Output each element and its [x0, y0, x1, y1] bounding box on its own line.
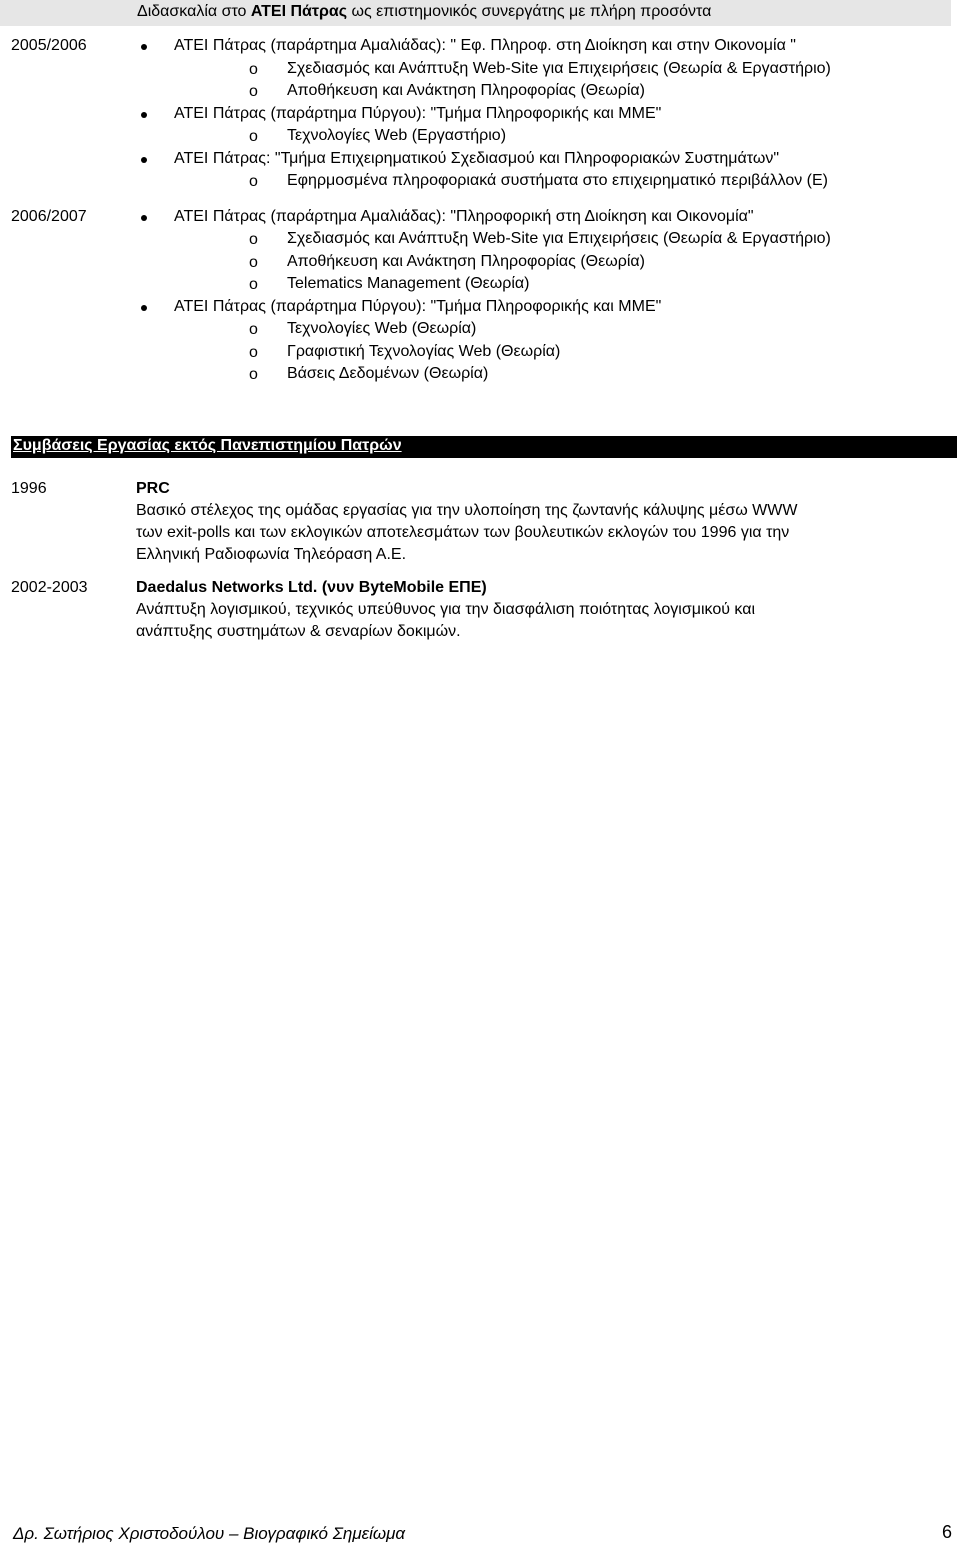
bullet-icon — [141, 44, 147, 50]
sub-bullet-icon: o — [249, 254, 258, 271]
course-item: Τεχνολογίες Web (Εργαστήριο) — [287, 127, 507, 144]
contract-description-line: Βασικό στέλεχος της ομάδας εργασίας για την υλοποίηση της ζωντανής κάλυψης μέσω WWW — [136, 502, 798, 519]
page-header — [137, 3, 711, 21]
course-item: Αποθήκευση και Ανάκτηση Πληροφορίας (Θεωρία) — [287, 253, 645, 270]
contract-description-line: Ελληνική Ραδιοφωνία Τηλεόραση Α.Ε. — [136, 546, 407, 563]
course-item: Σχεδιασμός και Ανάπτυξη Web-Site για Επιχειρήσεις (Θεωρία & Εργαστήριο) — [287, 60, 831, 77]
course-institution: ΑΤΕΙ Πάτρας (παράρτημα Πύργου): "Τμήμα Πληροφορικής και ΜΜΕ" — [174, 298, 662, 315]
section-title: Συμβάσεις Εργασίας εκτός Πανεπιστημίου Πατρών — [13, 437, 402, 454]
course-institution: ΑΤΕΙ Πάτρας (παράρτημα Πύργου): "Τμήμα Πληροφορικής και ΜΜΕ" — [174, 105, 662, 122]
footer-title: Δρ. Σωτήριος Χριστοδούλου – Βιογραφικό Σημείωμα — [13, 1524, 406, 1543]
sub-bullet-icon: o — [249, 321, 258, 338]
sub-bullet-icon: o — [249, 173, 258, 190]
header-bold: ΑΤΕΙ Πάτρας — [250, 3, 348, 20]
sub-bullet-icon: o — [249, 128, 258, 145]
sub-bullet-icon: o — [249, 83, 258, 100]
contract-year: 2002-2003 — [11, 579, 88, 596]
year-label: 2005/2006 — [11, 37, 87, 54]
page-number: 6 — [942, 1522, 953, 1542]
bullet-icon — [141, 215, 147, 221]
header-part2: ως επιστημονικός συνεργάτης με πλήρη προσόντα — [347, 3, 712, 20]
course-item: Αποθήκευση και Ανάκτηση Πληροφορίας (Θεωρία) — [287, 82, 645, 99]
course-item: Εφηρμοσμένα πληροφοριακά συστήματα στο επιχειρηματικό περιβάλλον (Ε) — [287, 172, 829, 189]
header-part1: Διδασκαλία στο — [137, 3, 251, 20]
course-item: Τεχνολογίες Web (Θεωρία) — [287, 320, 477, 337]
course-item: Σχεδιασμός και Ανάπτυξη Web-Site για Επιχειρήσεις (Θεωρία & Εργαστήριο) — [287, 230, 831, 247]
course-institution: ΑΤΕΙ Πάτρας: "Τμήμα Επιχειρηματικού Σχεδιασμού και Πληροφοριακών Συστημάτων" — [174, 150, 780, 167]
contract-employer: Daedalus Networks Ltd. (νυν ByteMobile ΕΠΕ) — [136, 579, 487, 596]
sub-bullet-icon: o — [249, 231, 258, 248]
course-item: Βάσεις Δεδομένων (Θεωρία) — [287, 365, 489, 382]
contract-description-line: Ανάπτυξη λογισμικού, τεχνικός υπεύθυνος για την διασφάλιση ποιότητας λογισμικού και — [136, 601, 756, 618]
contract-employer: PRC — [136, 480, 170, 497]
sub-bullet-icon: o — [249, 344, 258, 361]
year-label: 2006/2007 — [11, 208, 87, 225]
sub-bullet-icon: o — [249, 276, 258, 293]
sub-bullet-icon: o — [249, 61, 258, 78]
course-item: Telematics Management (Θεωρία) — [287, 275, 530, 292]
bullet-icon — [141, 112, 147, 118]
contract-description-line: ανάπτυξης συστημάτων & σεναρίων δοκιμών. — [136, 623, 461, 640]
course-item: Γραφιστική Τεχνολογίας Web (Θεωρία) — [287, 343, 561, 360]
bullet-icon — [141, 305, 147, 311]
bullet-icon — [141, 157, 147, 163]
contract-year: 1996 — [11, 480, 47, 497]
course-institution: ΑΤΕΙ Πάτρας (παράρτημα Αμαλιάδας): " Εφ. Πληροφ. στη Διοίκηση και στην Οικονομία " — [174, 37, 796, 54]
contract-description-line: των exit-polls και των εκλογικών αποτελεσμάτων των βουλευτικών εκλογών του 1996 για την — [136, 524, 790, 541]
course-institution: ΑΤΕΙ Πάτρας (παράρτημα Αμαλιάδας): "Πληροφορική στη Διοίκηση και Οικονομία" — [174, 208, 754, 225]
sub-bullet-icon: o — [249, 366, 258, 383]
